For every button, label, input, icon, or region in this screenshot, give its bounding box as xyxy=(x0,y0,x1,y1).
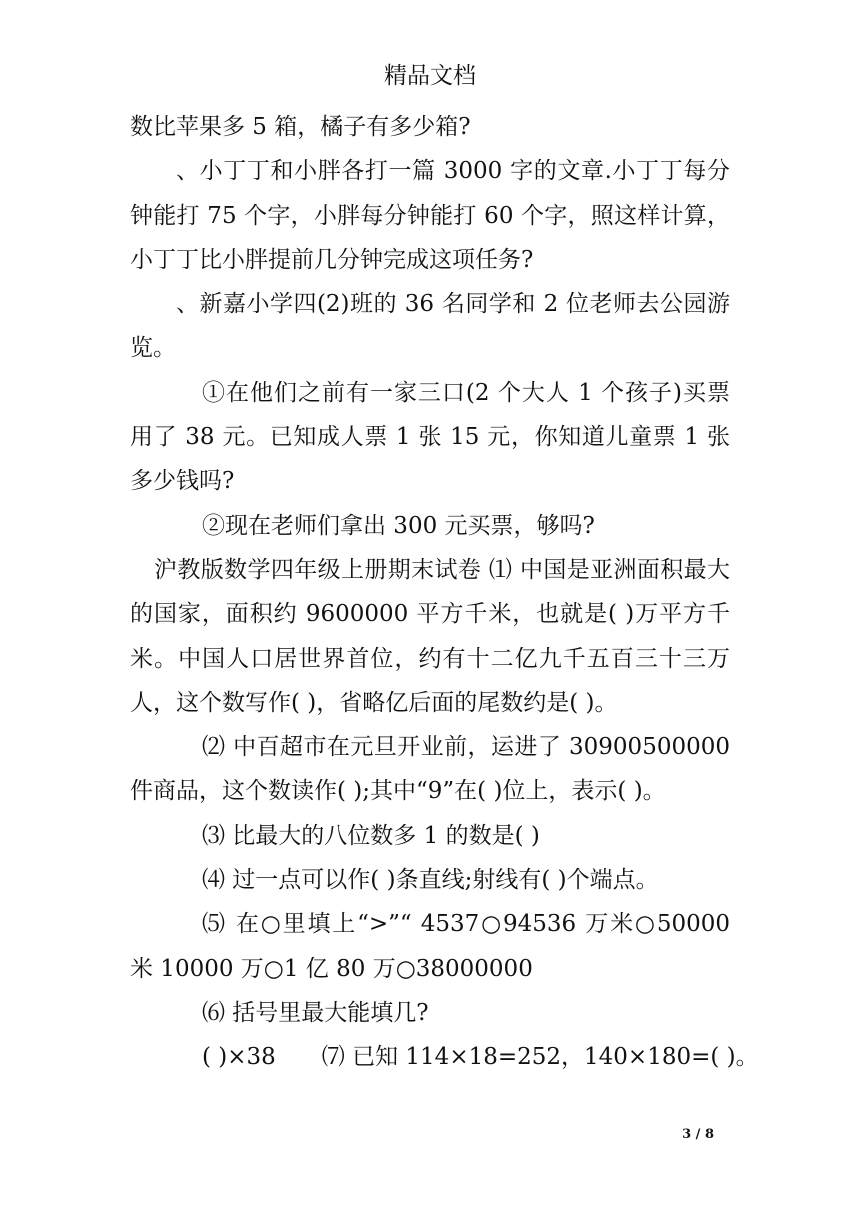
blank-times-38: ( )×38 xyxy=(202,1044,276,1071)
paragraph-orange-question-tail: 数比苹果多 5 箱，橘子有多少箱? xyxy=(130,114,471,140)
paragraph-typing-problem: 、小丁丁和小胖各打一篇 3000 字的文章.小丁丁每分钟能打 75 个字，小胖每分钟能打 60 个字，照这样计算，小丁丁比小胖提前几分钟完成这项任务? xyxy=(130,158,730,273)
page-header-title: 精品文档 xyxy=(384,63,476,89)
paragraph-exam-question-2: ⑵ 中百超市在元旦开业前，运进了 30900500000 件商品，这个数读作( );其中“9”在( )位上，表示( )。 xyxy=(130,734,730,805)
paragraph-exam-question-5: ⑸ 在○里填上“>”“ 4537○94536 万米○50000 米 10000 万○1 亿 80 万○38000000 xyxy=(130,911,730,982)
paragraph-exam-question-3: ⑶ 比最大的八位数多 1 的数是( ) xyxy=(202,822,540,849)
paragraph-ticket-subquestion-2: ②现在老师们拿出 300 元买票，够吗? xyxy=(202,512,595,539)
page-number: 3 / 8 xyxy=(682,1127,714,1142)
document-body xyxy=(130,105,759,1080)
paragraph-exam-question-1: 沪教版数学四年级上册期末试卷 ⑴ 中国是亚洲面积最大的国家，面积约 9600000 平方千米，也就是( )万平方千米。中国人口居世界首位，约有十二亿九千五百三十三万人，这个数写作( )，省略亿后面的尾数约是( )。 xyxy=(130,556,730,716)
paragraph-exam-question-4: ⑷ 过一点可以作( )条直线;射线有( )个端点。 xyxy=(202,867,659,894)
paragraph-exam-question-6: ⑹ 括号里最大能填几? xyxy=(202,999,429,1026)
paragraph-ticket-subquestion-1: ①在他们之前有一家三口(2 个大人 1 个孩子)买票用了 38 元。已知成人票 1 张 15 元，你知道儿童票 1 张多少钱吗? xyxy=(130,379,730,495)
paragraph-park-trip-problem: 、新嘉小学四(2)班的 36 名同学和 2 位老师去公园游览。 xyxy=(130,291,730,362)
multiplication-question: ⑺ 已知 114×18=252，140×180=( )。 xyxy=(321,1044,759,1071)
paragraph-exam-question-7 xyxy=(130,1035,759,1079)
